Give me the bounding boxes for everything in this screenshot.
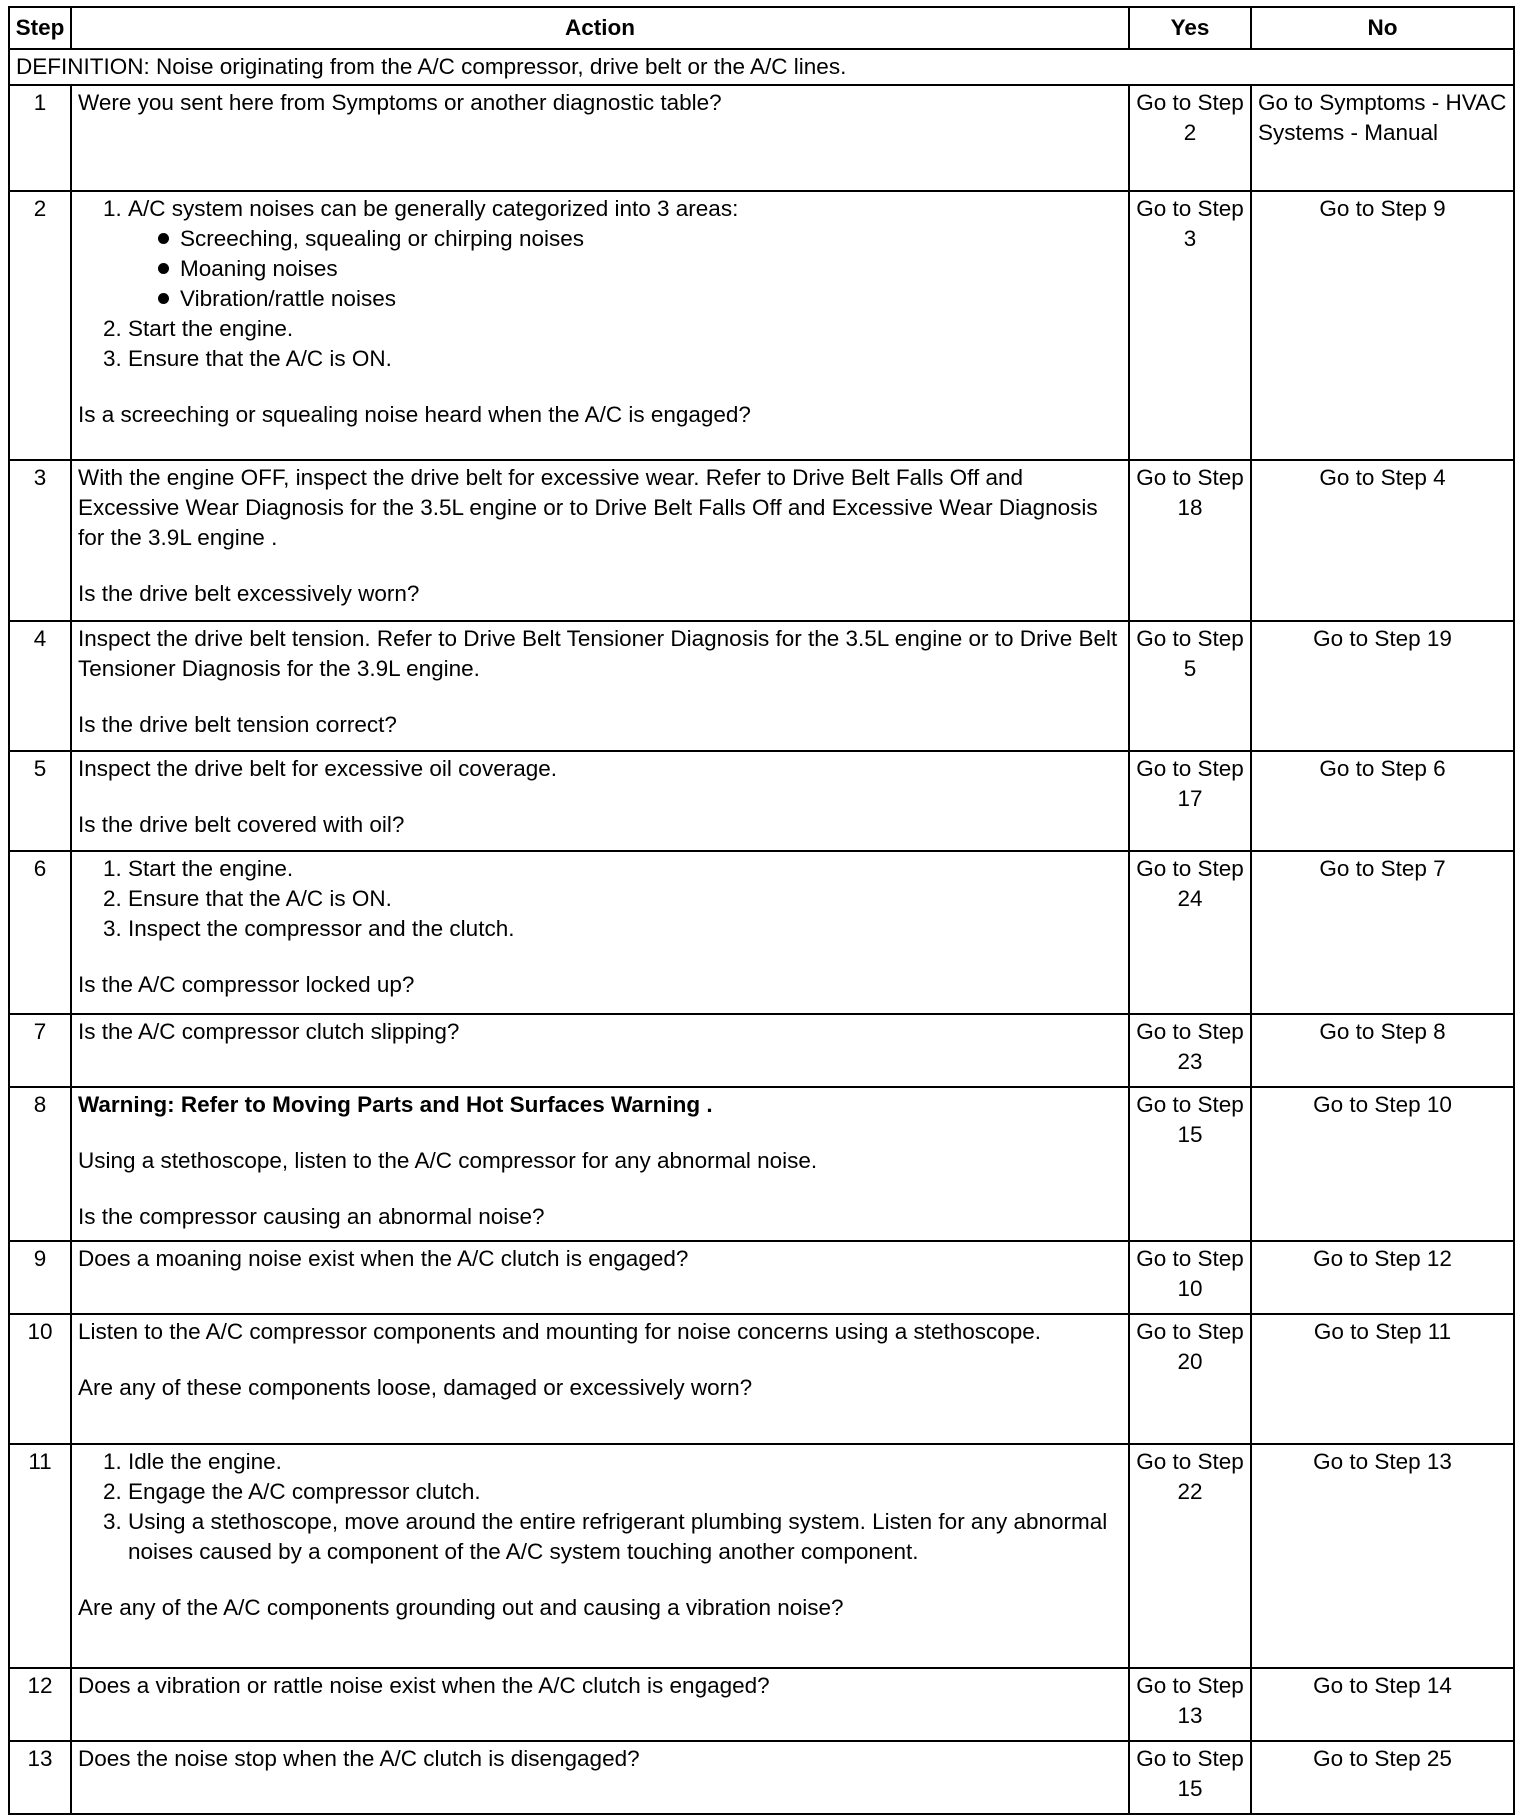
no-cell: Go to Step 9: [1251, 191, 1514, 460]
noise-category-item: [158, 224, 1122, 254]
table-row: [9, 1444, 1514, 1668]
yes-cell: Go to Step 15: [1129, 1087, 1251, 1241]
action-cell: [71, 191, 1129, 460]
yes-cell: Go to Step 17: [1129, 751, 1251, 851]
action-step-item: 3. Inspect the compressor and the clutch.: [128, 914, 1122, 944]
no-cell: Go to Step 13: [1251, 1444, 1514, 1668]
no-cell: Go to Step 12: [1251, 1241, 1514, 1314]
action-step-item: [128, 194, 1122, 314]
table-row: [9, 851, 1514, 1014]
yes-cell: Go to Step 18: [1129, 460, 1251, 621]
action-cell: [71, 1741, 1129, 1814]
diagnostic-table: [8, 6, 1515, 1815]
yes-cell: Go to Step 5: [1129, 621, 1251, 751]
no-cell: Go to Symptoms - HVAC Systems - Manual: [1251, 85, 1514, 191]
action-question: Does a vibration or rattle noise exist when the A/C clutch is engaged?: [78, 1673, 770, 1698]
no-cell: Go to Step 19: [1251, 621, 1514, 751]
action-step-item: 1. Start the engine.: [128, 854, 1122, 884]
noise-category-text: Moaning noises: [180, 256, 338, 281]
step-number: 3: [9, 460, 71, 621]
noise-category-text: Screeching, squealing or chirping noises: [180, 226, 584, 251]
step-number: 7: [9, 1014, 71, 1087]
noise-category-item: [158, 254, 1122, 284]
action-text: Using a stethoscope, listen to the A/C compressor for any abnormal noise.: [78, 1148, 818, 1173]
table-row: [9, 1314, 1514, 1444]
bullet-icon: [158, 263, 169, 274]
action-cell: [71, 851, 1129, 1014]
step-number: 5: [9, 751, 71, 851]
action-cell: [71, 460, 1129, 621]
yes-cell: Go to Step 2: [1129, 85, 1251, 191]
action-step-item: 2. Engage the A/C compressor clutch.: [128, 1477, 1122, 1507]
action-text: Listen to the A/C compressor components and mounting for noise concerns using a stethoscope.: [78, 1319, 1042, 1344]
step-number: 8: [9, 1087, 71, 1241]
no-cell: Go to Step 4: [1251, 460, 1514, 621]
table-row: [9, 1087, 1514, 1241]
action-steps-list: [78, 1447, 1122, 1567]
no-cell: Go to Step 8: [1251, 1014, 1514, 1087]
yes-cell: Go to Step 15: [1129, 1741, 1251, 1814]
action-question: Is the compressor causing an abnormal noise?: [78, 1204, 545, 1229]
step-number: 10: [9, 1314, 71, 1444]
header-row: [9, 7, 1514, 49]
warning-text: Warning: Refer to Moving Parts and Hot Surfaces Warning .: [78, 1092, 713, 1117]
table-row: [9, 460, 1514, 621]
action-question: Is the A/C compressor clutch slipping?: [78, 1019, 460, 1044]
action-question: Were you sent here from Symptoms or another diagnostic table?: [78, 90, 722, 115]
action-steps-list: [78, 854, 1122, 944]
step-number: 4: [9, 621, 71, 751]
action-text: Inspect the drive belt for excessive oil coverage.: [78, 756, 557, 781]
action-question: Is the A/C compressor locked up?: [78, 972, 415, 997]
action-cell: [71, 1668, 1129, 1741]
yes-cell: Go to Step 24: [1129, 851, 1251, 1014]
header-yes: Yes: [1129, 7, 1251, 49]
action-step-item: 3. Using a stethoscope, move around the entire refrigerant plumbing system. Listen for any abnormal noises caused by a component of the A/C system touching another component.: [128, 1507, 1122, 1567]
action-cell: [71, 751, 1129, 851]
table-row: [9, 621, 1514, 751]
diagnostic-table-container: [8, 6, 1513, 1815]
noise-category-list: [128, 224, 1122, 314]
step-number: 2: [9, 191, 71, 460]
yes-cell: Go to Step 20: [1129, 1314, 1251, 1444]
no-cell: Go to Step 14: [1251, 1668, 1514, 1741]
action-question: Is a screeching or squealing noise heard when the A/C is engaged?: [78, 402, 751, 427]
header-action: Action: [71, 7, 1129, 49]
no-cell: Go to Step 10: [1251, 1087, 1514, 1241]
action-question: Are any of the A/C components grounding out and causing a vibration noise?: [78, 1595, 844, 1620]
bullet-icon: [158, 233, 169, 244]
step-number: 11: [9, 1444, 71, 1668]
action-cell: [71, 621, 1129, 751]
definition-text: DEFINITION: Noise originating from the A/C compressor, drive belt or the A/C lines.: [9, 49, 1514, 85]
table-row: [9, 1014, 1514, 1087]
yes-cell: Go to Step 23: [1129, 1014, 1251, 1087]
table-row: [9, 85, 1514, 191]
noise-category-item: [158, 284, 1122, 314]
step-number: 13: [9, 1741, 71, 1814]
action-step-item: 1. Idle the engine.: [128, 1447, 1122, 1477]
action-question: Is the drive belt excessively worn?: [78, 581, 420, 606]
action-question: Is the drive belt tension correct?: [78, 712, 397, 737]
table-row: [9, 1241, 1514, 1314]
action-question: Are any of these components loose, damaged or excessively worn?: [78, 1375, 753, 1400]
header-step: Step: [9, 7, 71, 49]
action-cell: [71, 1241, 1129, 1314]
table-row: [9, 751, 1514, 851]
no-cell: Go to Step 25: [1251, 1741, 1514, 1814]
action-question: Does the noise stop when the A/C clutch is disengaged?: [78, 1746, 640, 1771]
action-step-item: 2. Start the engine.: [128, 314, 1122, 344]
action-steps-list: [78, 194, 1122, 374]
action-question: Is the drive belt covered with oil?: [78, 812, 405, 837]
action-step-item: 3. Ensure that the A/C is ON.: [128, 344, 1122, 374]
step-number: 1: [9, 85, 71, 191]
no-cell: Go to Step 11: [1251, 1314, 1514, 1444]
action-step-item: 2. Ensure that the A/C is ON.: [128, 884, 1122, 914]
noise-category-text: Vibration/rattle noises: [180, 286, 396, 311]
action-cell: [71, 85, 1129, 191]
table-row: [9, 1741, 1514, 1814]
action-cell: [71, 1314, 1129, 1444]
definition-row: [9, 49, 1514, 85]
bullet-icon: [158, 293, 169, 304]
step-number: 9: [9, 1241, 71, 1314]
action-question: Does a moaning noise exist when the A/C clutch is engaged?: [78, 1246, 689, 1271]
action-cell: [71, 1087, 1129, 1241]
no-cell: Go to Step 7: [1251, 851, 1514, 1014]
action-cell: [71, 1444, 1129, 1668]
yes-cell: Go to Step 10: [1129, 1241, 1251, 1314]
header-no: No: [1251, 7, 1514, 49]
table-row: [9, 1668, 1514, 1741]
action-text: With the engine OFF, inspect the drive belt for excessive wear. Refer to Drive Belt Falls Off and Excessive Wear Diagnosis for the 3.5L engine or to Drive Belt Falls Off and Excessive Wear Diagnosis for the 3.9L engine .: [78, 465, 1098, 550]
action-cell: [71, 1014, 1129, 1087]
step-number: 12: [9, 1668, 71, 1741]
action-step-text: A/C system noises can be generally categorized into 3 areas:: [128, 196, 739, 221]
step-number: 6: [9, 851, 71, 1014]
yes-cell: Go to Step 22: [1129, 1444, 1251, 1668]
yes-cell: Go to Step 13: [1129, 1668, 1251, 1741]
action-text: Inspect the drive belt tension. Refer to Drive Belt Tensioner Diagnosis for the 3.5L engine or to Drive Belt Tensioner Diagnosis for the 3.9L engine.: [78, 626, 1118, 681]
table-row: [9, 191, 1514, 460]
no-cell: Go to Step 6: [1251, 751, 1514, 851]
yes-cell: Go to Step 3: [1129, 191, 1251, 460]
